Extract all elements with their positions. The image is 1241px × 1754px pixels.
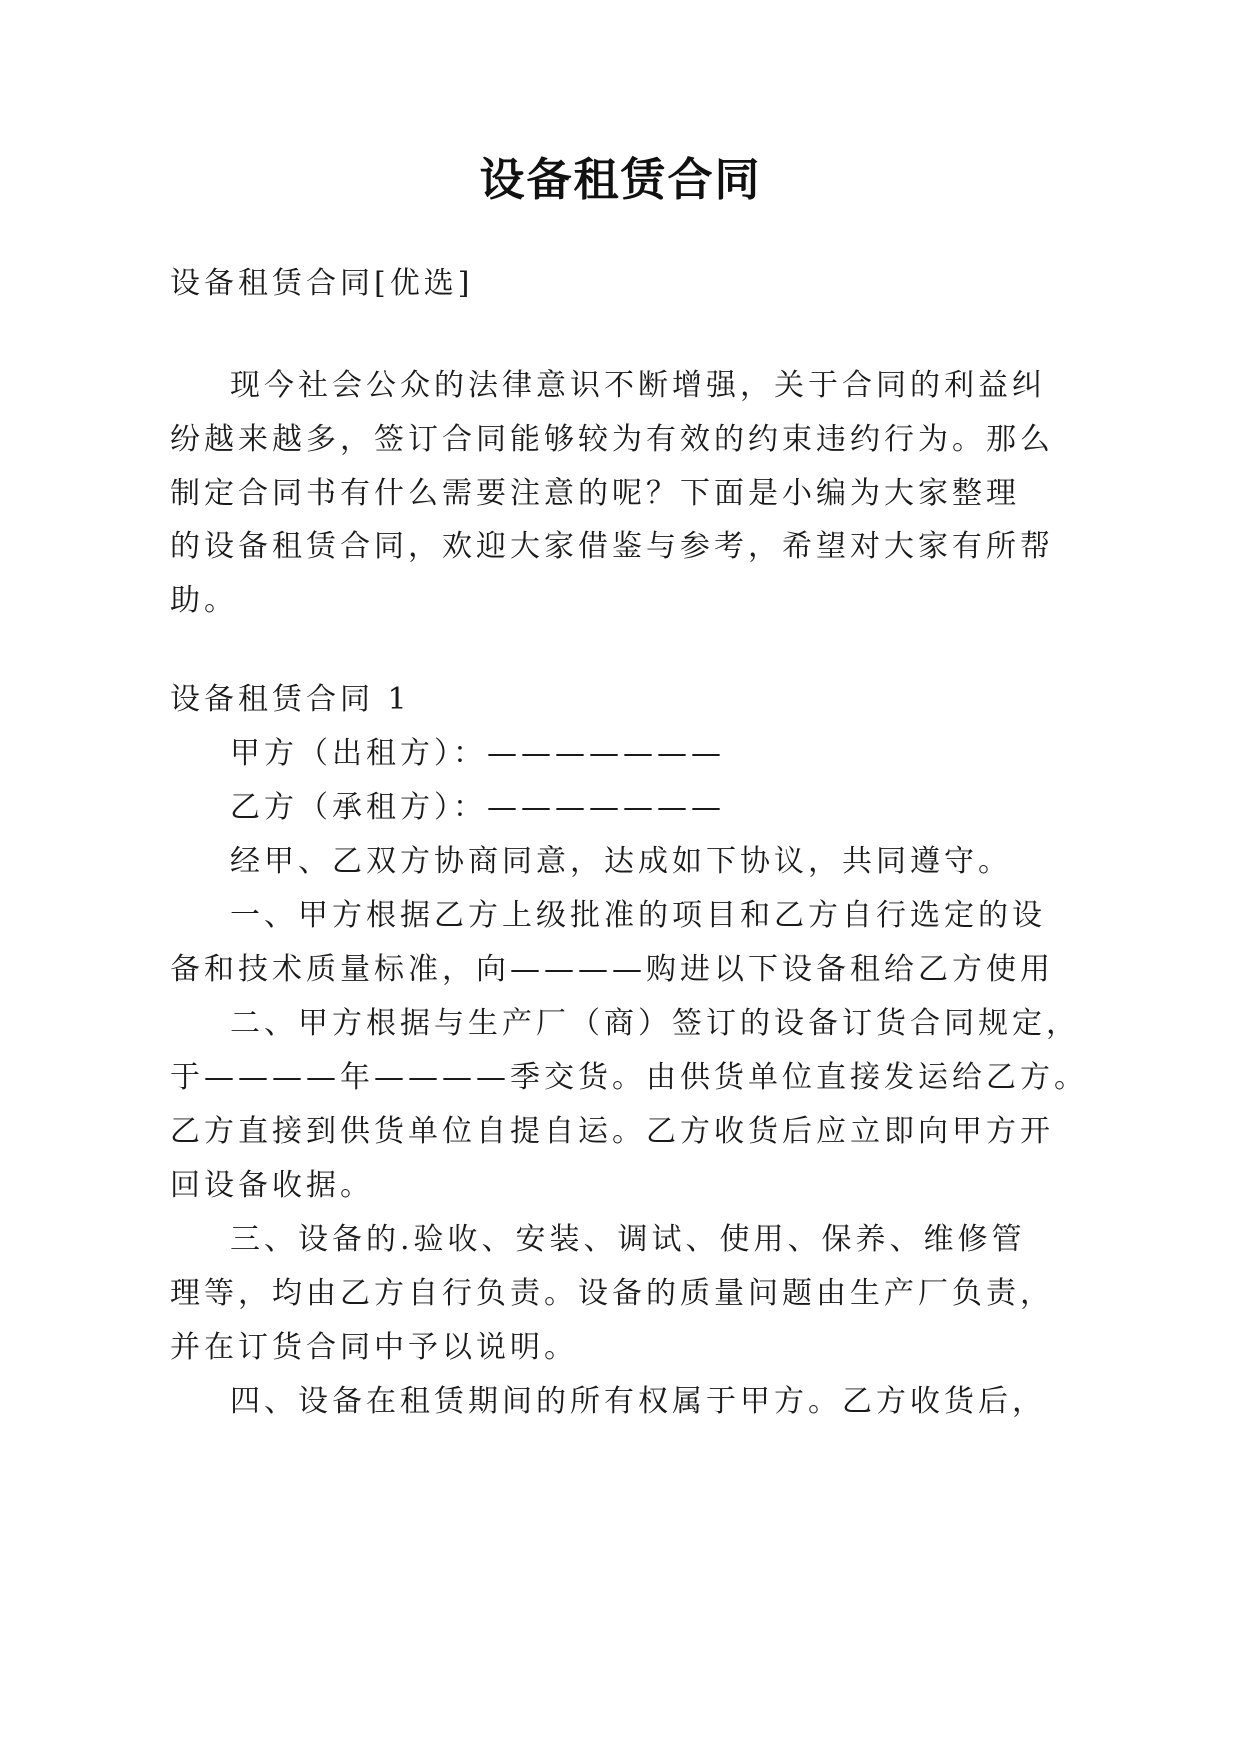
- intro-line: 的设备租赁合同，欢迎大家借鉴与参考，希望对大家有所帮: [170, 529, 1054, 564]
- intro-line: 助。: [170, 583, 238, 618]
- clause-line: 二、甲方根据与生产厂（商）签订的设备订货合同规定，: [230, 1006, 1080, 1041]
- party-b-line: 乙方（承租方）：———————: [230, 790, 725, 825]
- clause-line: 回设备收据。: [170, 1168, 374, 1203]
- party-a-line: 甲方（出租方）：———————: [230, 736, 725, 771]
- clause-line: 并在订货合同中予以说明。: [170, 1330, 578, 1365]
- intro-line: 纷越来越多，签订合同能够较为有效的约束违约行为。那么: [170, 422, 1054, 457]
- document-title: 设备租赁合同: [479, 153, 762, 206]
- document-subtitle: 设备租赁合同[优选]: [170, 266, 474, 301]
- clause-line: 理等，均由乙方自行负责。设备的质量问题由生产厂负责，: [170, 1276, 1054, 1311]
- clause-line: 于————年————季交货。由供货单位直接发运给乙方。: [170, 1060, 1088, 1095]
- intro-line: 现今社会公众的法律意识不断增强，关于合同的利益纠: [230, 368, 1046, 403]
- intro-line: 制定合同书有什么需要注意的呢？下面是小编为大家整理: [170, 476, 1020, 511]
- clause-line: 乙方直接到供货单位自提自运。乙方收货后应立即向甲方开: [170, 1114, 1054, 1149]
- agreement-line: 经甲、乙双方协商同意，达成如下协议，共同遵守。: [230, 844, 1012, 879]
- clause-line: 备和技术质量标准，向————购进以下设备租给乙方使用: [170, 952, 1054, 987]
- clause-line: 三、设备的.验收、安装、调试、使用、保养、维修管: [230, 1222, 1026, 1257]
- clause-line: 四、设备在租赁期间的所有权属于甲方。乙方收货后，: [230, 1384, 1046, 1419]
- section-heading: 设备租赁合同 1: [170, 682, 411, 717]
- clause-line: 一、甲方根据乙方上级批准的项目和乙方自行选定的设: [230, 898, 1046, 933]
